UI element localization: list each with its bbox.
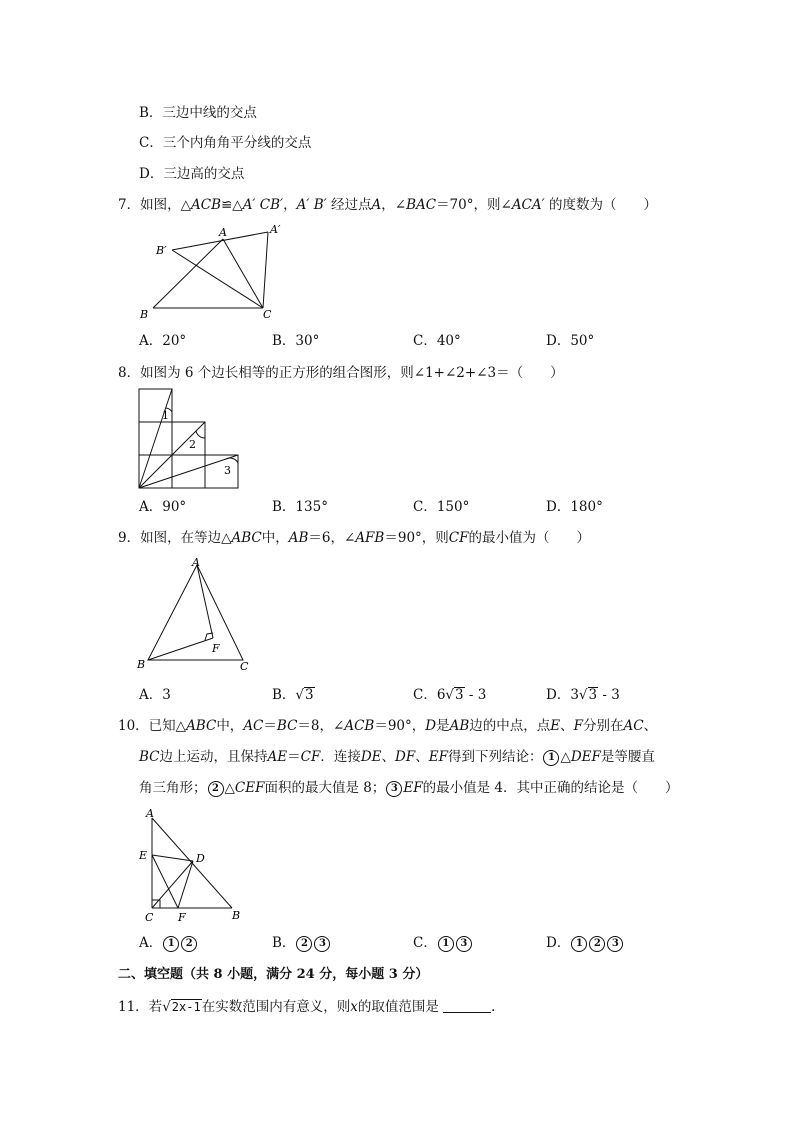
q9-label-f: F xyxy=(212,642,220,655)
q6-option-c: C．三个内角角平分线的交点 xyxy=(139,135,312,151)
q10-label-a: A xyxy=(146,807,154,820)
q11-stem: 11．若√2x-1在实数范围内有意义，则x的取值范围是 ． xyxy=(118,999,505,1015)
section-heading: 二、填空题（共 8 小题，满分 24 分，每小题 3 分） xyxy=(118,967,429,982)
circled-number: 2 xyxy=(208,781,224,797)
q8-option-b: B．135° xyxy=(272,499,328,515)
q7-label-a-prime: A′ xyxy=(270,223,281,236)
q10-stem-line-3: 角三角形； 2 △CEF面积的最大值是 8； 3 EF的最小值是 4．其中正确的结论是（ ） xyxy=(139,780,679,796)
q9-label-b: B xyxy=(137,658,146,671)
q10-label-d: D xyxy=(196,852,205,865)
q10-label-f: F xyxy=(178,911,186,924)
q9-label-a: A xyxy=(192,556,200,569)
q9-option-b: B．√3 xyxy=(272,687,314,703)
q10-label-b: B xyxy=(232,909,241,922)
q7-label-c: C xyxy=(263,308,272,321)
circled-number: 1 xyxy=(543,750,559,766)
q10-label-e: E xyxy=(139,849,148,862)
q10-option-d: D． 1 2 3 xyxy=(546,934,624,952)
q10-segment-fd xyxy=(178,861,193,908)
q7-label-b-prime: B′ xyxy=(156,244,167,257)
q8-stem: 8．如图为 6 个边长相等的正方形的组合图形，则∠1+∠2+∠3＝（ ） xyxy=(118,365,564,381)
q7-label-a: A xyxy=(219,226,227,239)
q10-stem-line-2: BC边上运动，且保持AE＝CF．连接DE、DF、EF得到下列结论： 1 △DEF是等腰直 xyxy=(139,749,655,765)
q7-option-b: B．30° xyxy=(272,333,320,349)
q6-option-d: D．三边高的交点 xyxy=(139,166,245,182)
q8-label-2: 2 xyxy=(189,438,196,451)
q9-stem: 9．如图，在等边△ABC中，AB＝6，∠AFB＝90°，则CF的最小值为（ ） xyxy=(118,530,590,546)
q7-stem: 7．如图，△ACB≌△A′ CB′，A′ B′ 经过点A，∠BAC＝70°，则∠ACA′ 的度数为（ ） xyxy=(118,197,658,213)
q11-answer-blank[interactable] xyxy=(443,999,491,1013)
q8-option-c: C．150° xyxy=(413,499,470,515)
q9-option-c: C．6√3 - 3 xyxy=(413,687,487,703)
q9-option-a: A．3 xyxy=(139,687,171,703)
q10-label-c: C xyxy=(145,911,154,924)
q10-option-b: B． 2 3 xyxy=(272,934,331,952)
q7-number: 7． xyxy=(118,197,141,213)
q8-label-3: 3 xyxy=(224,464,231,477)
q8-option-d: D．180° xyxy=(546,499,603,515)
q10-segment-ed xyxy=(152,855,193,861)
q7-option-d: D．50° xyxy=(546,333,595,349)
circled-number: 3 xyxy=(386,781,402,797)
q7-option-c: C．40° xyxy=(413,333,461,349)
q10-option-c: C． 1 3 xyxy=(413,934,473,952)
q7-label-b: B xyxy=(140,308,149,321)
q7-option-a: A．20° xyxy=(139,333,187,349)
q8-option-a: A．90° xyxy=(139,499,187,515)
q9-label-c: C xyxy=(240,660,249,673)
q9-option-d: D．3√3 - 3 xyxy=(546,687,620,703)
q6-option-b: B．三边中线的交点 xyxy=(139,105,257,121)
q10-stem-line-1: 10．已知△ABC中，AC＝BC＝8，∠ACB＝90°，D是AB边的中点，点E、F分别在AC、 xyxy=(118,718,658,734)
q8-label-1: 1 xyxy=(162,409,169,422)
q10-option-a: A． 1 2 xyxy=(139,934,198,952)
